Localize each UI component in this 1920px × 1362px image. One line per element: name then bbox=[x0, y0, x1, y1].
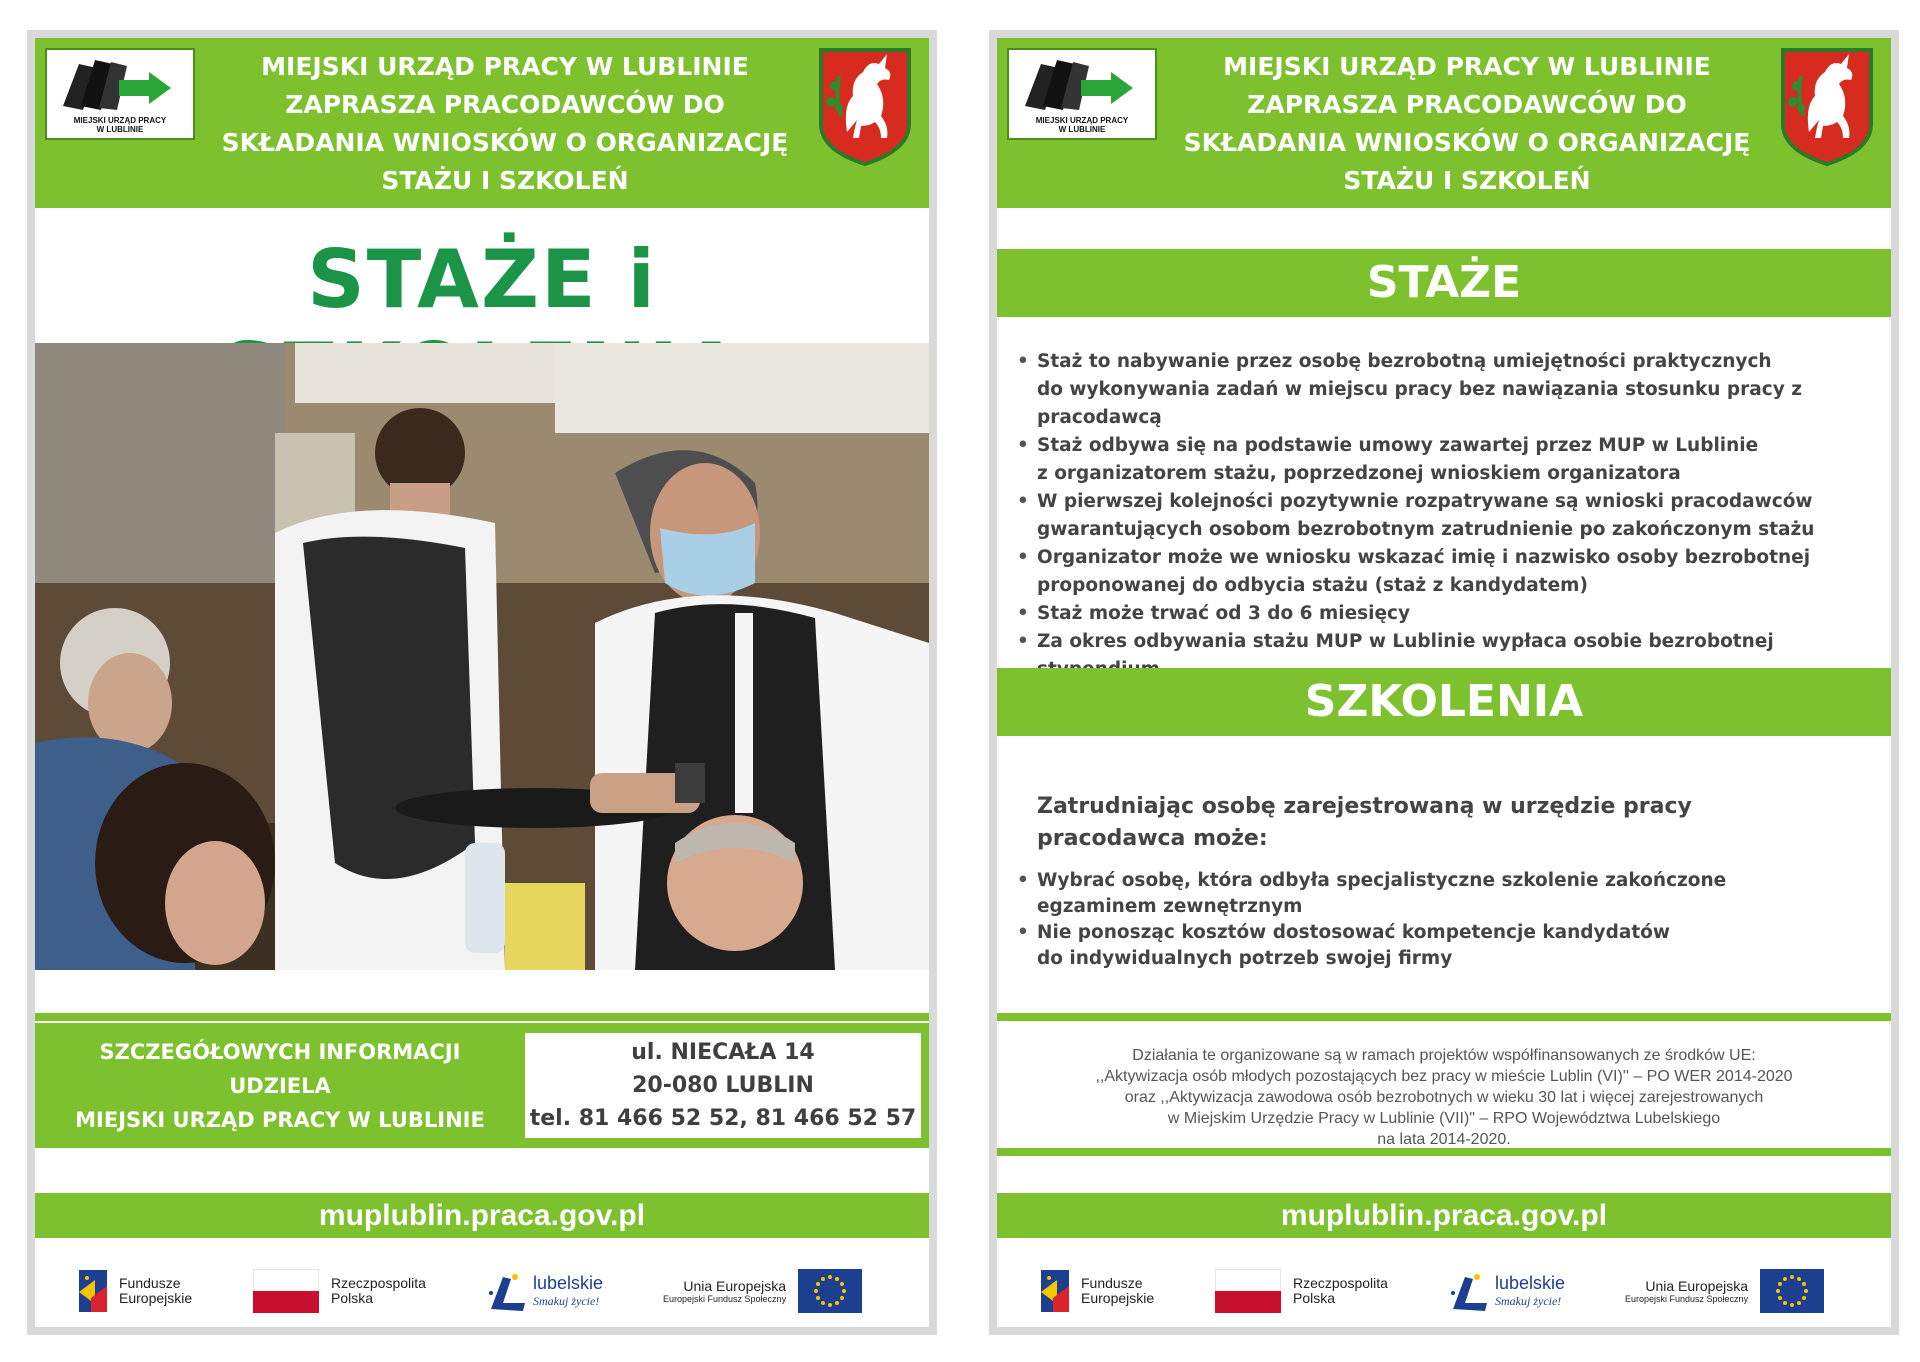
szkolenia-intro-line: pracodawca może: bbox=[1037, 826, 1268, 851]
list-item-line: • Za okres odbywania stażu MUP w Lublinie wypłaca osobie bezrobotnej bbox=[1037, 631, 1774, 652]
waiter-photo bbox=[35, 343, 929, 970]
note-line: ,,Aktywizacja osób młodych pozostających bez pracy w mieście Lublin (VI)'' – PO WER 2014-2020 bbox=[1095, 1068, 1793, 1085]
header-title-line: ZAPRASZA PRACODAWCÓW DO bbox=[1247, 90, 1687, 119]
left-page-content bbox=[35, 38, 929, 1327]
funding-logos-footer bbox=[35, 1248, 929, 1327]
ue-fund: Europejski Fundusz Społeczny bbox=[1625, 1293, 1749, 1304]
header-banner bbox=[35, 38, 929, 208]
mup-logo bbox=[1007, 48, 1157, 140]
header-title-line: MIEJSKI URZĄD PRACY W LUBLINIE bbox=[1223, 52, 1711, 81]
divider-bar bbox=[997, 1013, 1891, 1021]
rp-label-line: Polska bbox=[331, 1290, 374, 1306]
main-title: STAŻE i bbox=[307, 233, 657, 326]
rzeczpospolita-polska-logo bbox=[253, 1266, 426, 1316]
szkolenia-list bbox=[1015, 868, 1885, 972]
fundusze-europejskie-icon bbox=[1039, 1268, 1073, 1314]
divider-bar bbox=[997, 1148, 1891, 1156]
polish-flag-icon bbox=[1215, 1269, 1281, 1313]
lubelskie-icon bbox=[485, 1269, 531, 1313]
fe-label-line: Fundusze bbox=[1081, 1275, 1143, 1291]
list-item-line: gwarantujących osobom bezrobotnym zatrudnienie po zakończonym stażu bbox=[1037, 519, 1815, 540]
contact-info-box bbox=[35, 1023, 929, 1148]
list-item bbox=[1015, 348, 1885, 432]
fe-label-line: Europejskie bbox=[1081, 1290, 1155, 1306]
note-line: oraz ,,Aktywizacja zawodowa osób bezrobotnych w wieku 30 lat i więcej zarejestrowanych bbox=[1124, 1089, 1764, 1106]
lublin-coat-of-arms-icon bbox=[1779, 46, 1875, 168]
contact-intro-line: MIEJSKI URZĄD PRACY W LUBLINIE bbox=[75, 1107, 485, 1132]
note-line: na lata 2014-2020. bbox=[1377, 1131, 1511, 1148]
list-item bbox=[1015, 544, 1885, 600]
fe-label-line: Europejskie bbox=[119, 1290, 193, 1306]
list-item-line: do indywidualnych potrzeb swojej firmy bbox=[1037, 948, 1453, 969]
address-city: 20-080 LUBLIN bbox=[632, 1073, 814, 1098]
szkolenia-intro-line: Zatrudniając osobę zarejestrowaną w urzędzie pracy bbox=[1037, 794, 1692, 819]
staze-list bbox=[1015, 348, 1885, 684]
list-item-line: do wykonywania zadań w miejscu pracy bez nawiązania stosunku pracy z pracodawcą bbox=[1037, 379, 1803, 428]
lubelskie-name: lubelskie bbox=[533, 1273, 604, 1293]
photo-illustration bbox=[35, 343, 929, 970]
header-title-line: MIEJSKI URZĄD PRACY W LUBLINIE bbox=[261, 52, 749, 81]
fe-label-line: Fundusze bbox=[119, 1275, 181, 1291]
list-item-line: • Nie ponosząc kosztów dostosować kompetencje kandydatów bbox=[1037, 922, 1670, 943]
rzeczpospolita-polska-logo bbox=[1215, 1266, 1388, 1316]
list-item-line: • Staż odbywa się na podstawie umowy zawartej przez MUP w Lublinie bbox=[1037, 435, 1759, 456]
header-title-line: ZAPRASZA PRACODAWCÓW DO bbox=[285, 90, 725, 119]
fundusze-europejskie-logo bbox=[77, 1266, 192, 1316]
note-line: w Miejskim Urzędzie Pracy w Lublinie (VII)" – RPO Województwa Lubelskiego bbox=[1167, 1110, 1721, 1127]
rp-label-line: Polska bbox=[1293, 1290, 1336, 1306]
contact-intro bbox=[35, 1023, 525, 1148]
website-url[interactable]: muplublin.praca.gov.pl bbox=[997, 1193, 1891, 1238]
website-url[interactable]: muplublin.praca.gov.pl bbox=[35, 1193, 929, 1238]
list-item-line: • Wybrać osobę, która odbyła specjalistyczne szkolenie zakończone bbox=[1037, 870, 1727, 891]
address-street: ul. NIECAŁA 14 bbox=[631, 1040, 815, 1065]
list-item bbox=[1015, 432, 1885, 488]
contact-address bbox=[525, 1033, 921, 1138]
lubelskie-logo bbox=[485, 1266, 603, 1316]
logo-text-line: MIEJSKI URZĄD PRACY bbox=[73, 116, 167, 125]
szkolenia-intro bbox=[1037, 791, 1857, 855]
list-item-line: z organizatorem stażu, poprzedzonej wnioskiem organizatora bbox=[1037, 463, 1681, 484]
list-item-line: proponowanej do odbycia stażu (staż z kandydatem) bbox=[1037, 575, 1588, 596]
lubelskie-slogan: Smakuj życie! bbox=[533, 1294, 600, 1308]
staze-section-heading: STAŻE bbox=[997, 249, 1891, 317]
list-item bbox=[1015, 488, 1885, 544]
right-leaflet-page bbox=[989, 30, 1899, 1335]
szkolenia-section-heading: SZKOLENIA bbox=[997, 668, 1891, 736]
list-item-line: • Organizator może we wniosku wskazać imię i nazwisko osoby bezrobotnej bbox=[1037, 547, 1811, 568]
eu-flag-icon bbox=[798, 1269, 862, 1313]
header-title bbox=[205, 48, 805, 200]
eu-flag-icon bbox=[1760, 1269, 1824, 1313]
ue-name: Unia Europejska bbox=[683, 1277, 787, 1294]
left-leaflet-page bbox=[27, 30, 937, 1335]
lubelskie-name: lubelskie bbox=[1495, 1273, 1566, 1293]
mup-logo bbox=[45, 48, 195, 140]
unia-europejska-logo bbox=[1625, 1266, 1824, 1316]
lubelskie-icon bbox=[1447, 1269, 1493, 1313]
contact-intro-line: SZCZEGÓŁOWYCH INFORMACJI bbox=[99, 1039, 461, 1064]
fundusze-europejskie-icon bbox=[77, 1268, 111, 1314]
address-phone: tel. 81 466 52 52, 81 466 52 57 bbox=[529, 1106, 917, 1131]
logo-text-line: W LUBLINIE bbox=[96, 125, 144, 134]
header-title bbox=[1167, 48, 1767, 200]
list-item bbox=[1015, 600, 1885, 628]
logo-text-line: W LUBLINIE bbox=[1058, 125, 1106, 134]
funding-note bbox=[1017, 1045, 1871, 1150]
right-page-content bbox=[997, 38, 1891, 1327]
divider-bar bbox=[35, 1013, 929, 1021]
polish-flag-icon bbox=[253, 1269, 319, 1313]
lubelskie-logo bbox=[1447, 1266, 1565, 1316]
lubelskie-slogan: Smakuj życie! bbox=[1495, 1294, 1562, 1308]
ue-name: Unia Europejska bbox=[1645, 1277, 1749, 1294]
lublin-coat-of-arms-icon bbox=[817, 46, 913, 168]
note-line: Działania te organizowane są w ramach projektów współfinansowanych ze środków UE: bbox=[1132, 1047, 1756, 1064]
rp-label-line: Rzeczpospolita bbox=[331, 1275, 426, 1291]
contact-intro-line: UDZIELA bbox=[229, 1073, 331, 1098]
folders-arrow-icon bbox=[1023, 56, 1143, 112]
header-title-line: STAŻU I SZKOLEŃ bbox=[1343, 166, 1591, 195]
list-item bbox=[1015, 868, 1885, 920]
rp-label-line: Rzeczpospolita bbox=[1293, 1275, 1388, 1291]
list-item-line: egzaminem zewnętrznym bbox=[1037, 896, 1303, 917]
header-banner bbox=[997, 38, 1891, 208]
list-item-line: • Staż może trwać od 3 do 6 miesięcy bbox=[1037, 603, 1411, 624]
fundusze-europejskie-logo bbox=[1039, 1266, 1154, 1316]
unia-europejska-logo bbox=[663, 1266, 862, 1316]
header-title-line: STAŻU I SZKOLEŃ bbox=[381, 166, 629, 195]
header-title-line: SKŁADANIA WNIOSKÓW O ORGANIZACJĘ bbox=[221, 128, 789, 157]
list-item bbox=[1015, 920, 1885, 972]
ue-fund: Europejski Fundusz Społeczny bbox=[663, 1293, 787, 1304]
logo-text-line: MIEJSKI URZĄD PRACY bbox=[1035, 116, 1129, 125]
header-title-line: SKŁADANIA WNIOSKÓW O ORGANIZACJĘ bbox=[1183, 128, 1751, 157]
list-item-line: • W pierwszej kolejności pozytywnie rozpatrywane są wnioski pracodawców bbox=[1037, 491, 1813, 512]
folders-arrow-icon bbox=[61, 56, 181, 112]
funding-logos-footer bbox=[997, 1248, 1891, 1327]
list-item-line: • Staż to nabywanie przez osobę bezrobotną umiejętności praktycznych bbox=[1037, 351, 1772, 372]
